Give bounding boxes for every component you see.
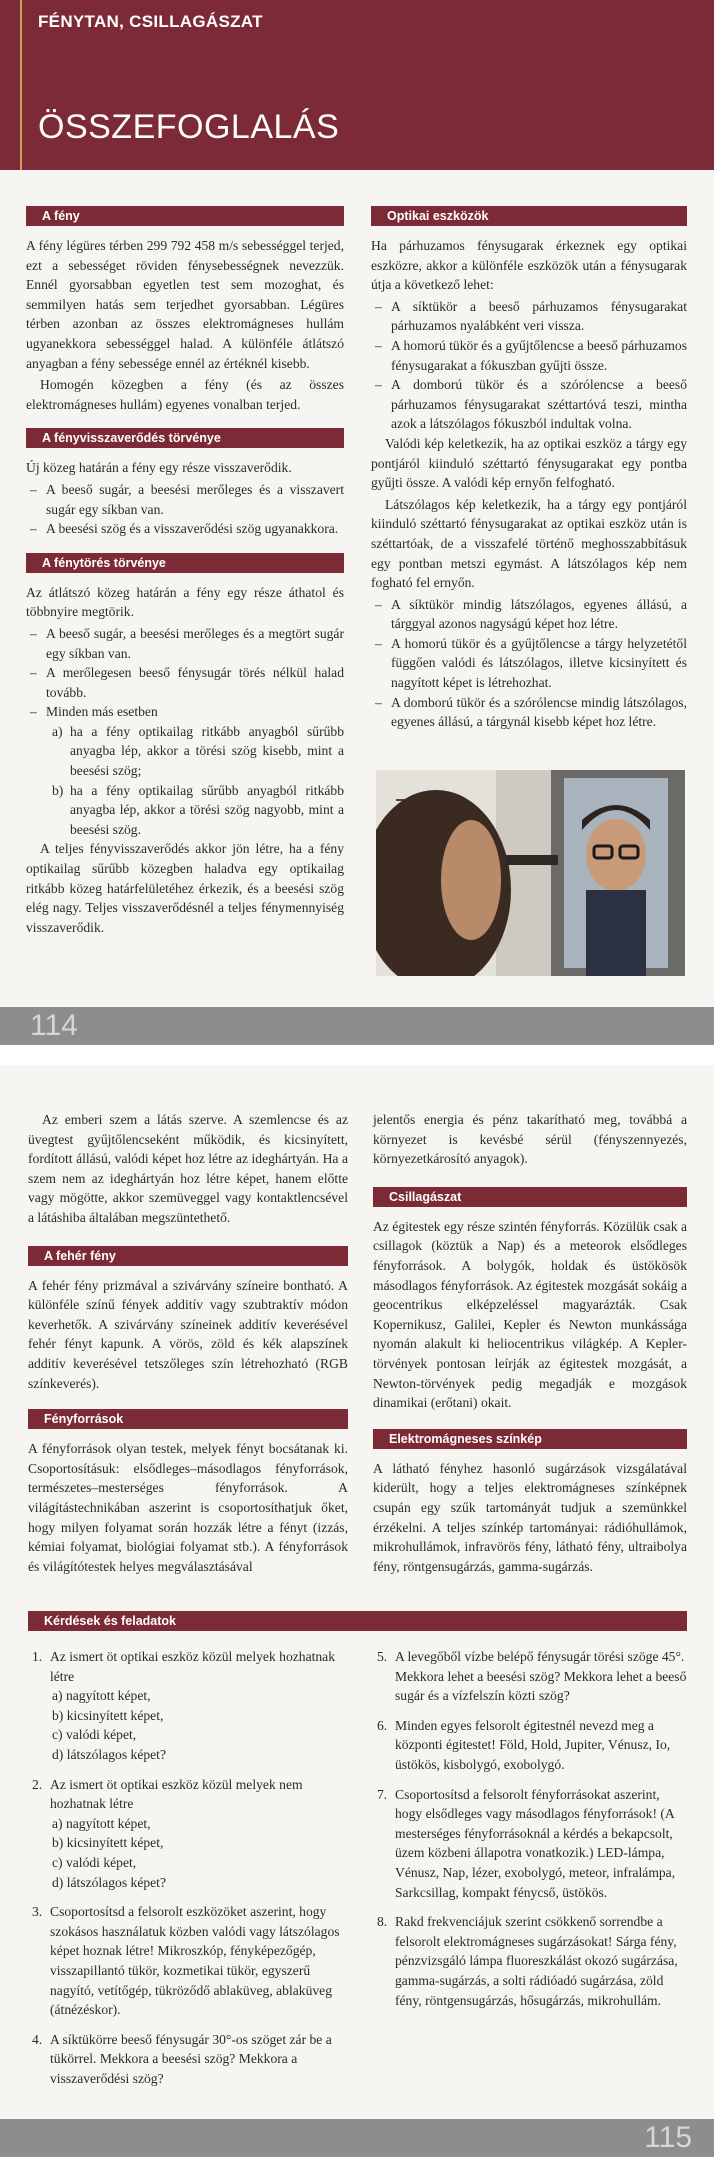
page-footer [0, 2119, 714, 2157]
section-header-feny: A fény [26, 206, 344, 226]
mirror-photo-illustration [376, 770, 685, 976]
question-option: c) valódi képet, [52, 1727, 137, 1743]
question-number: 4. [32, 2031, 43, 2047]
page-number: 114 [30, 1009, 78, 1042]
question-item [28, 2030, 348, 2089]
list-item: – A homorú tükör és a gyűjtőlencse a beeső párhuzamos fénysugarakat a fókuszban gyűjti össze. [371, 336, 687, 375]
feny-paragraph-2: Homogén közegben a fény (és az összes elektromágneses hullám) egyenes vonalban terjed. [26, 377, 344, 412]
visszaverodes-list [26, 480, 344, 539]
list-item: – A domború tükör és a szórólencse a beeső párhuzamos fénysugarakat széttartóvá teszi, mintha azok a látszólagos fókuszból indultak volna. [371, 375, 687, 434]
tores-intro: Az átlátszó közeg határán a fény egy része áthatol és többnyire megtörik. [26, 584, 344, 620]
page-number: 115 [644, 2121, 692, 2154]
question-option: a) nagyított képet, [52, 1688, 151, 1704]
tores-list [26, 624, 344, 840]
csillagaszat-paragraph: Az égitestek egy része szintén fényforrás. Közülük csak a csillagok (köztük a Nap) és a meteorok elsődleges fényforrások. A bolygók, holdak és üstökösök másodlagos fényforrások. Az égitestek mozgását sokáig a geocentrikus elképzeléssel magyarázták. Csak Kopernikusz, Galilei, Kepler és Newton munkássága nyomán alakult ki heliocentrikus világkép. A Kepler-törvények pontosan leírják az égitestek mozgását, a Newton-törvények pedig megadják e mozgások dinamikai (erőtani) okait. [373, 1218, 687, 1411]
question-number: 8. [377, 1914, 388, 1930]
chapter-kicker: FÉNYTAN, CSILLAGÁSZAT [38, 12, 263, 31]
question-option: b) kicsinyített képet, [52, 1707, 164, 1723]
question-list-right [373, 1647, 687, 2010]
question-text: Az ismert öt optikai eszköz közül melyek nem hozhatnak létre [50, 1776, 303, 1812]
feny-paragraph: A fény légüres térben 299 792 458 m/s sebességgel terjed, ezt a sebességet röviden fénysebességnek nevezzük. Ennél gyorsabban egyetlen test sem mozoghat, és semmilyen hatás sem terjedhet gyorsabban. Légüres térben azonban az összes elektromágneses hullám ugyanekkora sebességgel halad. A különféle átlátszó anyagban a fény sebessége ennél az értéknél kisebb. [26, 238, 344, 371]
question-list-left [28, 1647, 348, 2088]
question-item [28, 1647, 348, 1765]
question-text: Csoportosítsd a felsorolt fényforrásokat aszerint, hogy elsődleges vagy másodlagos fényforrások! (A mesterséges fényforrásoknál a kérdés a bekapcsolt, üzem közbeni állapotra vonatkozik.) LED-lámpa, Vénusz, Nap, lézer, exobolygó, meteor, infralámpa, Sarkcsillag, kompakt fénycső, üstökös. [395, 1786, 676, 1900]
question-item [373, 1912, 687, 2010]
chapter-banner [0, 0, 714, 170]
sublist-label: a) [52, 723, 63, 739]
question-option: d) látszólagos képet? [52, 1746, 166, 1762]
question-number: 5. [377, 1649, 388, 1664]
page-footer [0, 1007, 714, 1045]
banner-rule [20, 0, 22, 170]
question-item [373, 1716, 687, 1775]
question-item [373, 1647, 687, 1706]
page-114 [0, 0, 714, 1045]
optikai-list-2 [371, 595, 687, 732]
fenyforrasok-continuation: jelentős energia és pénz takarítható meg, továbbá a környezet is kevésbé sérül (fényszennyezés, környezetkárosító anyagok). [373, 1112, 687, 1167]
question-option: b) kicsinyített képet, [52, 1835, 164, 1851]
list-item: – A beeső sugár, a beesési merőleges és a megtört sugár egy síkban van. [26, 624, 344, 663]
right-column [371, 206, 687, 732]
sublist-item [46, 722, 344, 781]
section-header-tores: A fénytörés törvénye [26, 553, 344, 573]
question-item [28, 1902, 348, 2020]
mirror-photo [376, 770, 685, 976]
section-header-kerdesek: Kérdések és feladatok [28, 1611, 687, 1631]
section-header-csillagaszat: Csillagászat [373, 1187, 687, 1207]
list-item: – A domború tükör és a szórólencse mindig látszólagos, egyenes állású, a tárgynál kisebb képet hoz létre. [371, 693, 687, 732]
visszaverodes-intro: Új közeg határán a fény egy része visszaverődik. [26, 460, 292, 476]
section-header-visszaverodes: A fényvisszaverődés törvénye [26, 428, 344, 448]
optikai-intro: Ha párhuzamos fénysugarak érkeznek egy optikai eszközre, akkor a különféle eszközök után a fénysugarak útja a következő lehet: [371, 238, 687, 293]
sublist-label: b) [52, 782, 64, 798]
question-item [28, 1775, 348, 1893]
valodi-kep-paragraph: Valódi kép keletkezik, ha az optikai eszköz a tárgy egy pontjáról kiinduló széttartó fénysugarakat egy pontba gyűjti össze. A valódi kép ernyőn felfogható. [371, 435, 687, 491]
question-option: c) valódi képet, [52, 1854, 137, 1870]
sublist-text: ha a fény optikailag sűrűbb anyagból ritkább anyagba lép, akkor a törési szög nagyobb, mint a beesési szög. [70, 782, 344, 837]
page-115 [0, 1065, 714, 2157]
question-number: 3. [32, 1904, 43, 1920]
section-header-fenyforrasok: Fényforrások [28, 1409, 348, 1429]
question-text: A levegőből vízbe belépő fénysugár törési szöge 45°. Mekkora lehet a beesési szög? Mekkora lehet a beeső sugár és a vízfelszín közti szög? [395, 1649, 687, 1704]
feher-feny-paragraph: A fehér fény prizmával a szivárvány színeire bontható. A különféle színű fények additív vagy szubtraktív módon keverhetők. A szivárvány színeinek additív keverésével fehér fényt kapunk. A vörös, zöld és kék alapszínek additív keverésével tetszőleges szín létrehozható (RGB színkeverés). [28, 1277, 348, 1391]
question-number: 1. [32, 1649, 43, 1664]
right-column [373, 1110, 687, 1578]
question-number: 2. [32, 1776, 43, 1792]
optikai-list-1 [371, 297, 687, 434]
list-item [26, 702, 344, 839]
section-header-elektromagneses: Elektromágneses színkép [373, 1429, 687, 1449]
question-text: Az ismert öt optikai eszköz közül melyek hozhatnak létre [50, 1649, 336, 1684]
list-item: – A merőlegesen beeső fénysugár törés nélkül halad tovább. [26, 663, 344, 702]
question-text: Csoportosítsd a felsorolt eszközöket aszerint, hogy szokásos használatuk közben valódi vagy látszólagos képet hoznak létre! Mikroszkóp, fényképezőgép, visszapillantó tükör, kozmetikai tükör, egyszerű nagyító, vetítőgép, tükröződő ablaküveg, ablaküveg (átnézéskor). [50, 1904, 340, 2018]
questions-left [28, 1647, 348, 2098]
page-title: ÖSSZEFOGLALÁS [38, 108, 340, 146]
tores-sublist [46, 722, 344, 840]
section-header-feher-feny: A fehér fény [28, 1246, 348, 1266]
left-column [26, 206, 344, 939]
list-item: – A homorú tükör és a gyűjtőlencse a tárgy helyzetétől függően valódi és látszólagos, illetve kicsinyített és nagyított képet is létrehozhat. [371, 634, 687, 693]
list-item: – A síktükör a beeső párhuzamos fénysugarakat párhuzamos nyalábként veri vissza. [371, 297, 687, 336]
question-number: 7. [377, 1786, 388, 1802]
fenyforrasok-paragraph: A fényforrások olyan testek, melyek fényt bocsátanak ki. Csoportosításuk: elsődleges–másodlagos fényforrások, természetes–mesterséges fényforrások. A világítástechnikában aszerint is csoportosíthatjuk őket, hogy milyen folyamat során hozzák létre a fényt (izzás, kémiai folyamat, biológiai folyamat stb.). A fényforrások és világítótestek helyes megválasztásával [28, 1441, 348, 1574]
left-column [28, 1110, 348, 1578]
elektromagneses-paragraph: A látható fényhez hasonló sugárzások vizsgálatával kiderült, hogy a teljes elektromágneses színképnek csupán egy szűk tartományát tudjuk a szemünkkel érzékelni. A teljes színkép tartományai: rádióhullámok, mikrohullámok, infravörös fény, látható fény, ultraibolya fény, röntgensugárzás, gamma-sugárzás. [373, 1460, 687, 1574]
question-item [373, 1785, 687, 1903]
questions-right [373, 1647, 687, 2020]
list-item-text: Minden más esetben [46, 704, 158, 720]
latszolagos-kep-paragraph: Látszólagos kép keletkezik, ha a tárgy egy pontjáról kiinduló széttartó fénysugarakat az optikai eszköz után is széttartóak, de a visszafelé történő meghosszabbításuk egy pontban metszi egymást. A látszólagos kép nem fogható fel ernyőn. [371, 496, 687, 591]
question-text: Rakd frekvenciájuk szerint csökkenő sorrendbe a felsorolt elektromágneses sugárzásokat! Sárga fény, pénzvizsgáló lámpa fluoreszkálást okozó sugárzása, gamma-sugárzás, a solti rádióadó sugárzása, zöld fény, röntgensugárzás, hősugárzás, mikrohullám. [395, 1914, 678, 2008]
sublist-text: ha a fény optikailag ritkább anyagból sűrűbb anyagba lép, akkor a törési szög kisebb, mint a beesési szög; [70, 723, 344, 779]
question-option: d) látszólagos képet? [52, 1874, 166, 1890]
sublist-item [46, 781, 344, 840]
question-text: Minden egyes felsorolt égitestnél nevezd meg a központi égitestet! Föld, Hold, Jupiter, Vénusz, Io, üstökös, kisbolygó, exobolygó. [395, 1717, 671, 1772]
question-number: 6. [377, 1717, 388, 1733]
section-header-optikai: Optikai eszközök [371, 206, 687, 226]
list-item: – A beesési szög és a visszaverődési szög ugyanakkora. [26, 519, 344, 539]
szem-paragraph: Az emberi szem a látás szerve. A szemlencse és az üvegtest gyűjtőlencseként működik, és kicsinyített, fordított állású, valódi képet hoz létre az ideghártyán. Ha a szem nem az ideghártyán hoz létre képet, hanem előtte vagy mögötte, akkor szemüveggel vagy kontaktlencsével a látáshiba általában megszüntethető. [28, 1112, 348, 1225]
question-text: A síktükörre beeső fénysugár 30°-os szöget zár be a tükörrel. Mekkora a beesési szög? Mekkora a visszaverődési szög? [50, 2031, 332, 2086]
list-item: – A beeső sugár, a beesési merőleges és a visszavert sugár egy síkban van. [26, 480, 344, 519]
question-option: a) nagyított képet, [52, 1815, 151, 1831]
list-item: – A síktükör mindig látszólagos, egyenes állású, a tárggyal azonos nagyságú képet hoz létre. [371, 595, 687, 634]
teljes-visszaverodes-paragraph: A teljes fényvisszaverődés akkor jön létre, ha a fény optikailag sűrűbb közegben haladva egy optikailag ritkább közeg határfelületéhez érkezik, és a beesési szög elég nagy. Teljes visszaverődésnél a teljes fénymennyiség visszaverődik. [26, 841, 344, 935]
